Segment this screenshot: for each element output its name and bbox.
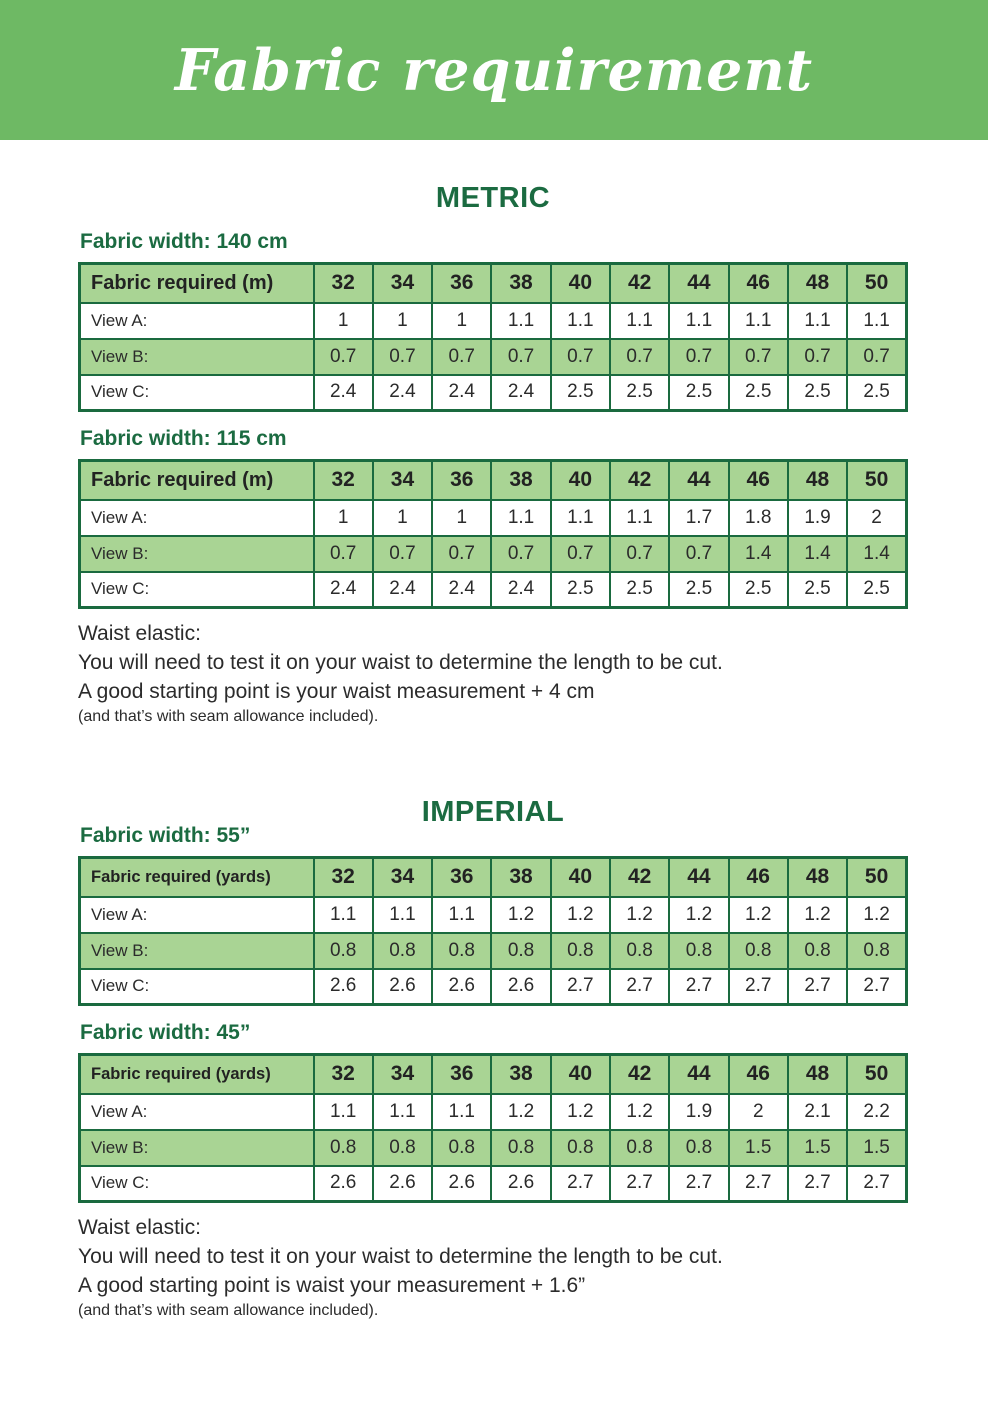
note-line-2: A good starting point is your waist measurement + 4 cm (78, 680, 595, 703)
value-cell: 1.5 (847, 1130, 906, 1166)
value-cell: 0.8 (551, 933, 610, 969)
value-cell: 0.8 (847, 933, 906, 969)
value-cell: 2.1 (788, 1094, 847, 1130)
value-cell: 2.5 (729, 375, 788, 411)
value-cell: 2.5 (788, 572, 847, 608)
size-header-cell: 48 (788, 264, 847, 303)
value-cell: 2.5 (669, 572, 728, 608)
row-label-cell: View A: (80, 500, 314, 536)
size-header-cell: 38 (491, 1055, 550, 1094)
table-header-label: Fabric required (m) (80, 264, 314, 303)
section-heading: METRIC (435, 182, 551, 214)
value-cell: 1.2 (610, 897, 669, 933)
value-cell: 2 (729, 1094, 788, 1130)
value-cell: 2.7 (669, 1166, 728, 1202)
value-cell: 1.2 (491, 1094, 550, 1130)
value-cell: 1.1 (551, 500, 610, 536)
value-cell: 2.5 (847, 572, 906, 608)
value-cell: 1.1 (788, 303, 847, 339)
value-cell: 0.7 (729, 339, 788, 375)
value-cell: 1.2 (491, 897, 550, 933)
value-cell: 0.7 (551, 339, 610, 375)
value-cell: 2.6 (491, 969, 550, 1005)
value-cell: 1.1 (432, 897, 491, 933)
row-label-cell: View B: (80, 1130, 314, 1166)
value-cell: 1.2 (788, 897, 847, 933)
value-cell: 1.1 (551, 303, 610, 339)
value-cell: 0.8 (373, 933, 432, 969)
value-cell: 1.1 (610, 500, 669, 536)
value-cell: 2.4 (491, 572, 550, 608)
value-cell: 1.1 (314, 1094, 373, 1130)
size-header-cell: 32 (314, 461, 373, 500)
value-cell: 0.7 (314, 339, 373, 375)
fabric-table (78, 459, 908, 609)
fabric-width-label: Fabric width: 115 cm (80, 427, 287, 450)
row-label-cell: View A: (80, 897, 314, 933)
value-cell: 0.7 (847, 339, 906, 375)
size-header-cell: 38 (491, 461, 550, 500)
value-cell: 1.4 (729, 536, 788, 572)
value-cell: 1.1 (847, 303, 906, 339)
value-cell: 2.7 (847, 969, 906, 1005)
fabric-table (78, 856, 908, 1006)
value-cell: 0.8 (314, 933, 373, 969)
size-header-cell: 38 (491, 858, 550, 897)
view-row (80, 500, 907, 536)
size-header-cell: 42 (610, 1055, 669, 1094)
table-header-label: Fabric required (yards) (80, 1055, 314, 1094)
row-label-cell: View B: (80, 933, 314, 969)
value-cell: 0.7 (788, 339, 847, 375)
view-row (80, 303, 907, 339)
value-cell: 2.4 (373, 375, 432, 411)
size-header-cell: 50 (847, 858, 906, 897)
value-cell: 0.8 (788, 933, 847, 969)
value-cell: 0.7 (491, 339, 550, 375)
value-cell: 2.6 (491, 1166, 550, 1202)
value-cell: 0.8 (551, 1130, 610, 1166)
value-cell: 2.2 (847, 1094, 906, 1130)
value-cell: 2.4 (432, 375, 491, 411)
value-cell: 1.2 (551, 897, 610, 933)
value-cell: 2.5 (847, 375, 906, 411)
value-cell: 2 (847, 500, 906, 536)
value-cell: 1 (314, 303, 373, 339)
row-label-cell: View C: (80, 572, 314, 608)
size-header-cell: 48 (788, 461, 847, 500)
value-cell: 2.5 (788, 375, 847, 411)
value-cell: 1.1 (610, 303, 669, 339)
value-cell: 2.6 (432, 1166, 491, 1202)
fabric-width-label: Fabric width: 140 cm (80, 230, 288, 253)
value-cell: 1.4 (847, 536, 906, 572)
size-header-cell: 32 (314, 264, 373, 303)
view-row (80, 572, 907, 608)
size-header-cell: 38 (491, 264, 550, 303)
note-title: Waist elastic: (78, 1216, 201, 1239)
value-cell: 2.7 (610, 1166, 669, 1202)
value-cell: 2.5 (610, 375, 669, 411)
size-header-cell: 36 (432, 264, 491, 303)
value-cell: 0.8 (729, 933, 788, 969)
view-row (80, 1094, 907, 1130)
value-cell: 1.8 (729, 500, 788, 536)
value-cell: 0.8 (373, 1130, 432, 1166)
view-row (80, 897, 907, 933)
value-cell: 0.8 (669, 1130, 728, 1166)
size-header-cell: 50 (847, 264, 906, 303)
value-cell: 1.7 (669, 500, 728, 536)
table-body (80, 897, 907, 1005)
view-row (80, 339, 907, 375)
waist-elastic-note (78, 1213, 908, 1322)
value-cell: 2.7 (610, 969, 669, 1005)
size-header-cell: 44 (669, 461, 728, 500)
size-header-cell: 44 (669, 1055, 728, 1094)
value-cell: 2.4 (432, 572, 491, 608)
table-body (80, 500, 907, 608)
page-title: Fabric requirement (174, 36, 814, 104)
value-cell: 2.7 (788, 1166, 847, 1202)
value-cell: 2.7 (729, 969, 788, 1005)
size-header-cell: 50 (847, 461, 906, 500)
value-cell: 1.2 (847, 897, 906, 933)
value-cell: 0.7 (669, 339, 728, 375)
value-cell: 0.7 (432, 536, 491, 572)
note-line-2: A good starting point is waist your measurement + 1.6” (78, 1274, 586, 1297)
value-cell: 2.5 (669, 375, 728, 411)
size-header-cell: 34 (373, 858, 432, 897)
table-header-row (80, 264, 907, 303)
size-header-cell: 40 (551, 264, 610, 303)
value-cell: 1.1 (373, 1094, 432, 1130)
value-cell: 2.6 (373, 969, 432, 1005)
size-header-cell: 34 (373, 461, 432, 500)
value-cell: 0.8 (491, 933, 550, 969)
value-cell: 0.8 (432, 933, 491, 969)
view-row (80, 1130, 907, 1166)
value-cell: 2.7 (729, 1166, 788, 1202)
size-header-cell: 36 (432, 461, 491, 500)
value-cell: 1.2 (551, 1094, 610, 1130)
value-cell: 2.6 (373, 1166, 432, 1202)
value-cell: 2.4 (314, 375, 373, 411)
value-cell: 2.6 (314, 1166, 373, 1202)
value-cell: 0.8 (669, 933, 728, 969)
value-cell: 1.1 (729, 303, 788, 339)
value-cell: 1.5 (729, 1130, 788, 1166)
fabric-width-label: Fabric width: 45” (80, 1021, 251, 1044)
value-cell: 1.1 (373, 897, 432, 933)
value-cell: 1.9 (669, 1094, 728, 1130)
value-cell: 1 (314, 500, 373, 536)
size-header-cell: 46 (729, 461, 788, 500)
value-cell: 2.7 (847, 1166, 906, 1202)
value-cell: 2.6 (314, 969, 373, 1005)
value-cell: 1.1 (491, 500, 550, 536)
row-label-cell: View B: (80, 536, 314, 572)
size-header-cell: 42 (610, 264, 669, 303)
value-cell: 2.7 (551, 1166, 610, 1202)
size-header-cell: 46 (729, 858, 788, 897)
value-cell: 0.8 (314, 1130, 373, 1166)
value-cell: 0.7 (432, 339, 491, 375)
value-cell: 1.1 (491, 303, 550, 339)
waist-elastic-note (78, 619, 908, 728)
value-cell: 2.7 (788, 969, 847, 1005)
size-header-cell: 34 (373, 264, 432, 303)
row-label-cell: View C: (80, 1166, 314, 1202)
value-cell: 2.4 (491, 375, 550, 411)
size-header-cell: 46 (729, 264, 788, 303)
value-cell: 0.8 (432, 1130, 491, 1166)
row-label-cell: View C: (80, 375, 314, 411)
fabric-table-block (78, 1021, 908, 1203)
fabric-table-block (78, 230, 908, 412)
size-header-cell: 40 (551, 1055, 610, 1094)
row-label-cell: View A: (80, 303, 314, 339)
size-header-cell: 40 (551, 858, 610, 897)
fabric-table-block (78, 824, 908, 1006)
value-cell: 2.5 (610, 572, 669, 608)
value-cell: 1.9 (788, 500, 847, 536)
fabric-width-label: Fabric width: 55” (80, 824, 251, 847)
value-cell: 0.7 (551, 536, 610, 572)
value-cell: 2.4 (373, 572, 432, 608)
value-cell: 0.8 (610, 933, 669, 969)
size-header-cell: 32 (314, 1055, 373, 1094)
value-cell: 1.1 (669, 303, 728, 339)
table-header-label: Fabric required (yards) (80, 858, 314, 897)
value-cell: 1.1 (314, 897, 373, 933)
table-header-row (80, 858, 907, 897)
value-cell: 1.5 (788, 1130, 847, 1166)
value-cell: 0.7 (491, 536, 550, 572)
table-body (80, 303, 907, 411)
value-cell: 0.8 (491, 1130, 550, 1166)
view-row (80, 933, 907, 969)
value-cell: 2.5 (551, 572, 610, 608)
size-header-cell: 42 (610, 461, 669, 500)
value-cell: 0.7 (610, 536, 669, 572)
size-header-cell: 42 (610, 858, 669, 897)
value-cell: 2.5 (729, 572, 788, 608)
value-cell: 2.7 (551, 969, 610, 1005)
tables-group (78, 824, 908, 1203)
view-row (80, 969, 907, 1005)
value-cell: 1.2 (610, 1094, 669, 1130)
unit-section (78, 796, 908, 1322)
note-fineprint: (and that’s with seam allowance included). (78, 1302, 379, 1319)
unit-section (78, 182, 908, 728)
value-cell: 1.2 (669, 897, 728, 933)
value-cell: 1.1 (432, 1094, 491, 1130)
value-cell: 1 (432, 303, 491, 339)
value-cell: 0.8 (610, 1130, 669, 1166)
note-line-1: You will need to test it on your waist to determine the length to be cut. (78, 1245, 723, 1268)
value-cell: 1 (373, 303, 432, 339)
value-cell: 1 (432, 500, 491, 536)
size-header-cell: 36 (432, 1055, 491, 1094)
fabric-table (78, 262, 908, 412)
value-cell: 2.6 (432, 969, 491, 1005)
view-row (80, 536, 907, 572)
value-cell: 2.5 (551, 375, 610, 411)
size-header-cell: 44 (669, 858, 728, 897)
value-cell: 0.7 (373, 536, 432, 572)
view-row (80, 375, 907, 411)
value-cell: 1.2 (729, 897, 788, 933)
row-label-cell: View A: (80, 1094, 314, 1130)
note-title: Waist elastic: (78, 622, 201, 645)
value-cell: 2.7 (669, 969, 728, 1005)
size-header-cell: 36 (432, 858, 491, 897)
section-heading: IMPERIAL (421, 796, 565, 828)
row-label-cell: View C: (80, 969, 314, 1005)
size-header-cell: 40 (551, 461, 610, 500)
value-cell: 0.7 (373, 339, 432, 375)
value-cell: 1 (373, 500, 432, 536)
table-header-label: Fabric required (m) (80, 461, 314, 500)
size-header-cell: 48 (788, 1055, 847, 1094)
size-header-cell: 34 (373, 1055, 432, 1094)
fabric-table-block (78, 427, 908, 609)
size-header-cell: 32 (314, 858, 373, 897)
size-header-cell: 50 (847, 1055, 906, 1094)
value-cell: 0.7 (669, 536, 728, 572)
tables-group (78, 230, 908, 609)
note-line-1: You will need to test it on your waist to determine the length to be cut. (78, 651, 723, 674)
page-banner (0, 0, 988, 140)
table-header-row (80, 1055, 907, 1094)
view-row (80, 1166, 907, 1202)
fabric-table (78, 1053, 908, 1203)
size-header-cell: 48 (788, 858, 847, 897)
value-cell: 2.4 (314, 572, 373, 608)
table-body (80, 1094, 907, 1202)
note-fineprint: (and that’s with seam allowance included). (78, 708, 379, 725)
size-header-cell: 44 (669, 264, 728, 303)
table-header-row (80, 461, 907, 500)
content (78, 182, 908, 1322)
size-header-cell: 46 (729, 1055, 788, 1094)
row-label-cell: View B: (80, 339, 314, 375)
value-cell: 0.7 (610, 339, 669, 375)
value-cell: 0.7 (314, 536, 373, 572)
value-cell: 1.4 (788, 536, 847, 572)
